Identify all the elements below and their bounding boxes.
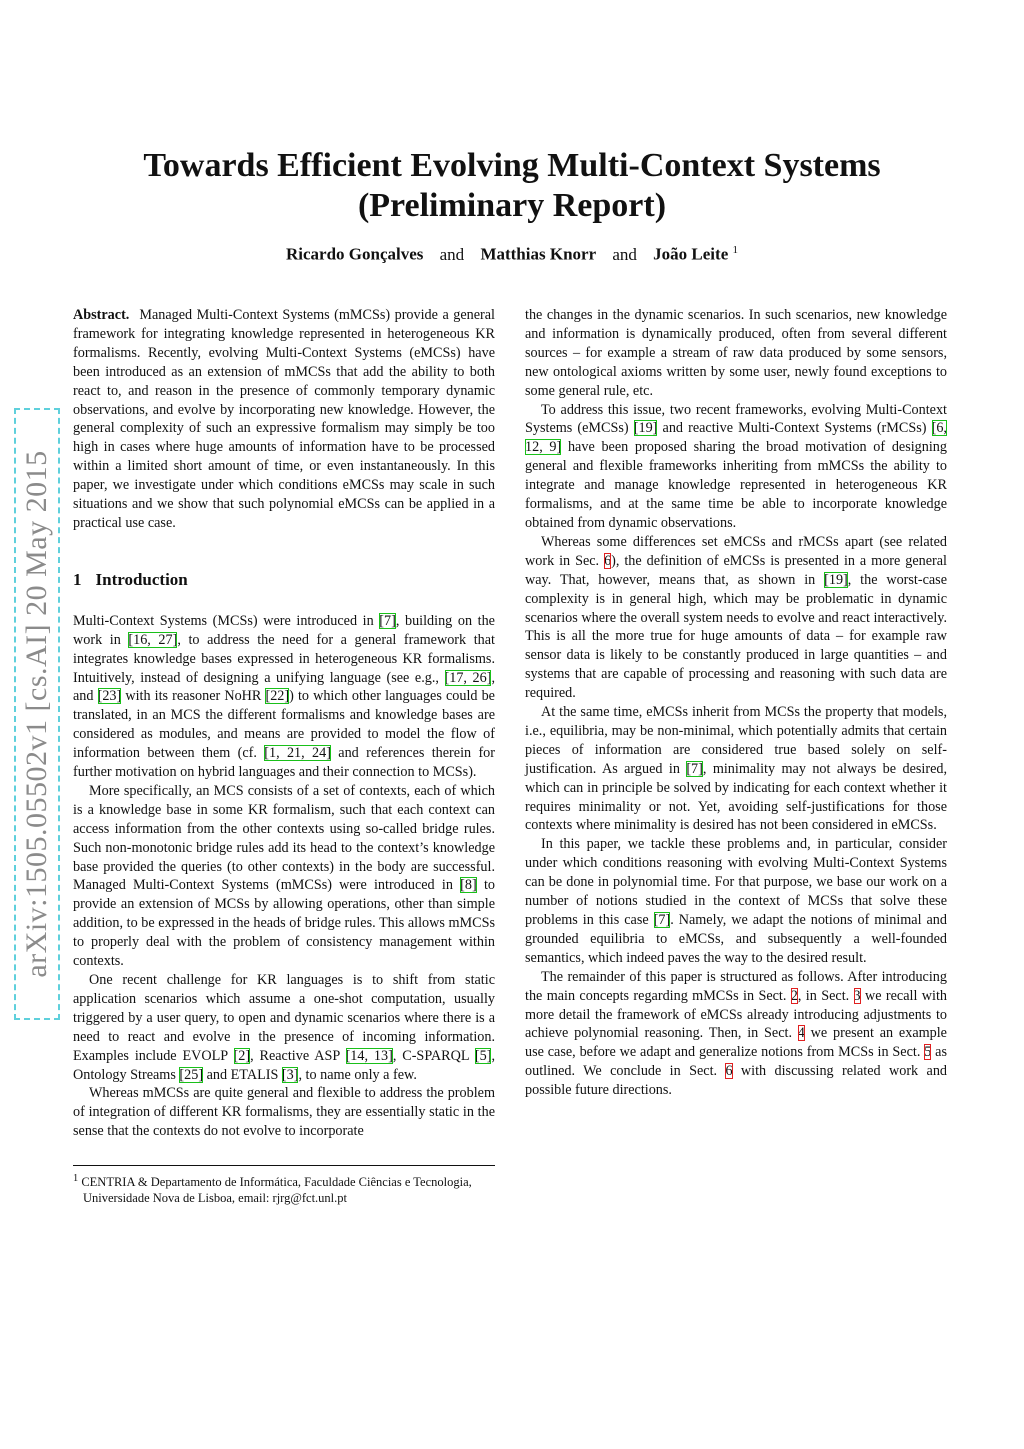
- abstract-label: Abstract.: [73, 307, 130, 323]
- intro-paragraph-8: In this paper, we tackle these problems and, in particular, consider under which conditions reasoning with evolving Multi-Context Systems can be done in polynomial time. For that purpose, we base our work on a number of notions studied in the context of MCSs that solve these problems in this case [7]. Namely, we adapt the notions of minimal and grounded equilibria to eMCSs, and subsequently a well-founded semantics, which indeed paves the way to the desired result.: [525, 836, 947, 966]
- citation-link[interactable]: [7]: [653, 912, 671, 928]
- citation-link[interactable]: [22]: [265, 688, 290, 705]
- citation-link[interactable]: [5]: [474, 1047, 492, 1064]
- citation-link[interactable]: [25]: [179, 1066, 204, 1083]
- title-line-1: Towards Efficient Evolving Multi-Context Systems: [143, 147, 881, 184]
- right-column: [525, 306, 947, 1100]
- title-line-2: (Preliminary Report): [357, 187, 667, 224]
- paper-title: [0, 146, 1024, 226]
- citation-link[interactable]: [2]: [233, 1047, 251, 1064]
- footnote-text: CENTRIA & Departamento de Informática, Faculdade Ciências e Tecnologia, Universidade Nova de Lisboa, email: rjrg@fct.unl.pt: [81, 1175, 472, 1206]
- intro-paragraph-1: Multi-Context Systems (MCSs) were introduced in [7], building on the work in [16, 27], to address the need for a general framework that integrates knowledge bases expressed in heterogeneous KR formalisms. Intuitively, instead of designing a unifying language (see e.g., [17, 26], and [23] with its reasoner NoHR [22]) to which other languages could be translated, in an MCS the different formalisms and knowledge bases are considered as modules, and means are provided to model the flow of information between them (cf. [1, 21, 24] and references therein for further motivation on hybrid languages and their connection to MCSs).: [73, 612, 496, 781]
- author-1: Ricardo Gonçalves: [285, 244, 424, 264]
- section-title: Introduction: [95, 569, 188, 589]
- section-reference-link[interactable]: 6: [604, 552, 612, 569]
- intro-paragraph-2: More specifically, an MCS consists of a set of contexts, each of which is a knowledge base in some KR formalism, such that each context can access information from the other contexts using so-called bridge rules. Such non-monotonic bridge rules add its head to the context’s knowledge base provided the queries (to other contexts) in the body are successful. Managed Multi-Context Systems (mMCSs) were introduced in [8] to provide an extension of MCSs by allowing operations, other than simple addition, to be expressed in the heads of bridge rules. This allows mMCSs to properly deal with the problem of consistency management within contexts.: [73, 782, 495, 970]
- citation-link[interactable]: [7]: [379, 612, 396, 629]
- section-reference-link[interactable]: 2: [790, 987, 798, 1004]
- intro-paragraph-4-continued: the changes in the dynamic scenarios. In such scenarios, new knowledge and information is dynamically produced, often from several different sources – for example a stream of raw data produced by some sensors, new ontological axioms written by some user, newly found exceptions to some general rule, etc.: [525, 307, 947, 399]
- author-footnote-mark: 1: [732, 244, 738, 256]
- abstract-text: Managed Multi-Context Systems (mMCSs) provide a general framework for integrating knowledge represented in heterogeneous KR formalisms. Recently, evolving Multi-Context Systems (eMCSs) have been introduced as an extension of mMCSs that add the ability to both react to, and reason in the presence of commonly temporary dynamic observations, and evolve by incorporating new knowledge. However, the general complexity of such an expressive formalism may simply be too high in cases where huge amounts of information have to be processed within a limited short amount of time, or even instantaneously. In this paper, we investigate under which conditions eMCSs may scale in such situations and we show that such polynomial eMCSs can be applied in a practical use case.: [73, 307, 495, 531]
- author-3: João Leite: [653, 244, 729, 264]
- citation-link[interactable]: [8]: [460, 877, 477, 894]
- intro-paragraph-6: Whereas some differences set eMCSs and rMCSs apart (see related work in Sec. 6), the definition of eMCSs is presented in a more general way. That, however, means that, as shown in [19], the worst-case complexity is in general high, which may be problematic in dynamic scenarios where the overall system needs to evolve and react interactively. This is all the more true for huge amounts of data – for example raw sensor data is likely to be constantly produced in large quantities – and systems that are capable of processing and reasoning with such data are required.: [525, 533, 948, 702]
- citation-link[interactable]: [16, 27]: [128, 631, 178, 648]
- section-reference-link[interactable]: 6: [725, 1063, 733, 1080]
- section-number: 1: [73, 569, 82, 589]
- left-column: [73, 306, 495, 1141]
- section-reference-link[interactable]: 5: [924, 1044, 932, 1061]
- citation-link[interactable]: [14, 13]: [345, 1047, 393, 1064]
- intro-paragraph-3: One recent challenge for KR languages is to shift from static application scenarios which assume a one-shot computation, usually triggered by a user query, to open and dynamic scenarios where there is a need to react and evolve in the presence of incoming information. Examples include EVOLP [2], Reactive ASP [14, 13], C-SPARQL [5], Ontology Streams [25] and ETALIS [3], to name only a few.: [73, 972, 495, 1083]
- abstract: [73, 306, 495, 533]
- citation-link[interactable]: [19]: [824, 571, 848, 588]
- arxiv-identifier-stamp: [14, 408, 60, 1020]
- section-reference-link[interactable]: 4: [797, 1025, 805, 1042]
- author-2: Matthias Knorr: [480, 244, 597, 264]
- section-reference-link[interactable]: 3: [853, 987, 861, 1004]
- intro-paragraph-5: To address this issue, two recent frameworks, evolving Multi-Context Systems (eMCSs) [19] and reactive Multi-Context Systems (rMCSs) [6, 12, 9] have been proposed sharing the broad motivation of designing general and flexible frameworks inheriting from mMCSs the ability to integrate and manage knowledge represented in heterogeneous KR formalisms, and at the same time be able to incorporate knowledge obtained from dynamic observations.: [525, 401, 947, 531]
- citation-link[interactable]: [1, 21, 24]: [264, 745, 331, 762]
- section-heading-introduction: [73, 571, 495, 590]
- citation-link[interactable]: [23]: [97, 688, 122, 705]
- intro-paragraph-4: Whereas mMCSs are quite general and flexible to address the problem of integration of different KR formalisms, they are essentially static in the sense that the contexts do not evolve to incorporate: [73, 1085, 495, 1140]
- footnote-mark: 1: [73, 1173, 79, 1184]
- intro-paragraph-9: The remainder of this paper is structured as follows. After introducing the main concepts regarding mMCSs in Sect. 2, in Sect. 3 we recall with more detail the framework of eMCSs already introducing adjustments to achieve polynomial reasoning. Then, in Sect. 4 we present an example use case, before we adapt and generalize notions from MCSs in Sect. 5 as outlined. We conclude in Sect. 6 with discussing related work and possible future directions.: [525, 968, 948, 1099]
- citation-link[interactable]: [19]: [633, 420, 658, 437]
- footnote: [73, 1171, 495, 1206]
- citation-link[interactable]: [17, 26]: [444, 669, 492, 686]
- author-conjunction: and: [612, 244, 637, 264]
- author-conjunction: and: [439, 244, 465, 264]
- intro-paragraph-7: At the same time, eMCSs inherit from MCSs the property that models, i.e., equilibria, may be non-minimal, which potentially admits that certain pieces of information are considered true based solely on self-justification. As argued in [7], minimality may not always be desired, which can in principle be solved by indicating for each context whether it requires minimality or not. Yet, avoiding self-justifications for those contexts where minimality is desired has not been considered in eMCSs.: [525, 704, 948, 834]
- citation-link[interactable]: [3]: [281, 1066, 299, 1083]
- citation-link[interactable]: [7]: [686, 760, 703, 777]
- citation-link[interactable]: [6, 12, 9]: [525, 420, 947, 456]
- author-list: [0, 244, 1024, 265]
- footnote-divider: [73, 1165, 495, 1166]
- arxiv-id-text: arXiv:1505.05502v1 [cs.AI] 20 May 2015: [20, 450, 53, 978]
